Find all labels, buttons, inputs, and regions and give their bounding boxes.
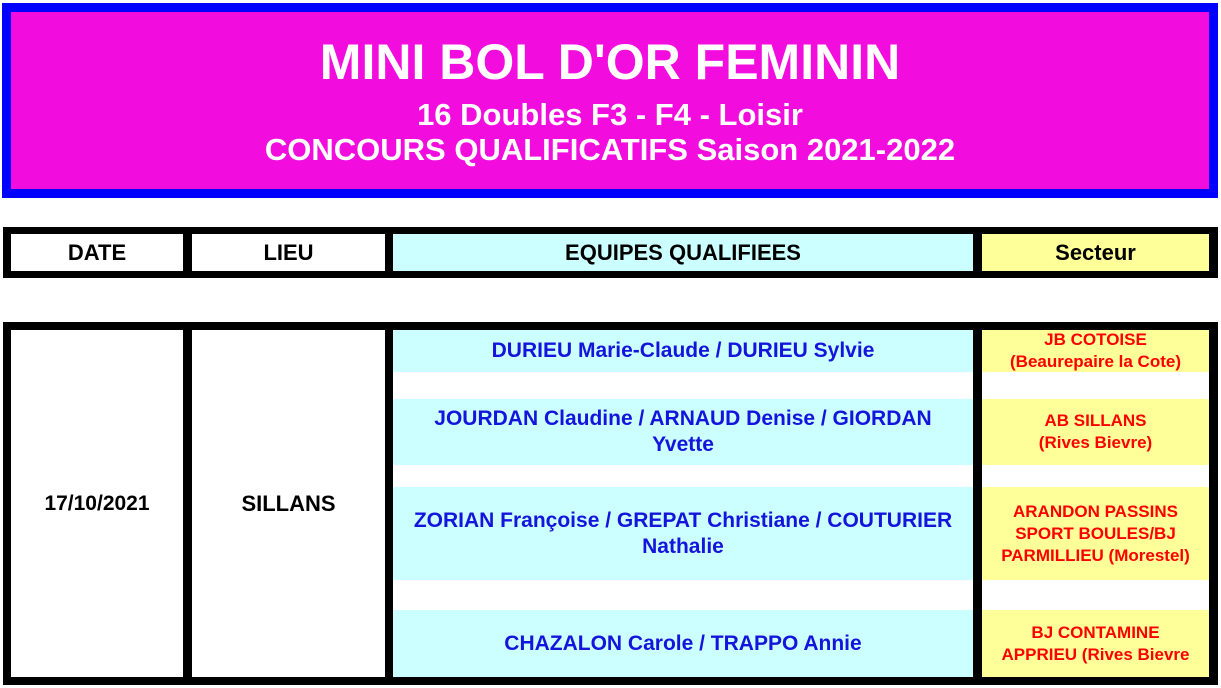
- secteur-row-2: [982, 399, 1209, 465]
- secteur-line: JB COTOISE: [1044, 330, 1147, 349]
- team-line: Yvette: [652, 433, 714, 456]
- secteur-line: (Beaurepaire la Cote): [1010, 352, 1181, 371]
- competition-subtitle: 16 Doubles F3 - F4 - Loisir: [417, 97, 803, 132]
- row-gap: [393, 580, 973, 610]
- lieu-cell: SILLANS: [192, 330, 385, 677]
- team-line: ZORIAN Françoise / GREPAT Christiane / COUTURIER: [413, 508, 953, 532]
- title-banner: [2, 3, 1218, 198]
- secteur-row-1: [982, 330, 1209, 372]
- header-equipes-qualifiees: EQUIPES QUALIFIEES: [393, 234, 973, 271]
- row-gap: [982, 580, 1209, 610]
- row-gap: [393, 465, 973, 487]
- team-line: Nathalie: [642, 534, 724, 558]
- secteur-line: APPRIEU (Rives Bievre: [1001, 644, 1190, 664]
- secteur-line: AB SILLANS: [1044, 411, 1147, 430]
- secteur-row-4: [982, 610, 1209, 677]
- row-gap: [982, 372, 1209, 399]
- header-date: DATE: [11, 234, 183, 271]
- team-row-3: [393, 487, 973, 580]
- qualification-table: [3, 322, 1218, 685]
- team-row-2: [393, 399, 973, 465]
- secteur-column: [982, 330, 1209, 677]
- table-header-row: [3, 227, 1218, 278]
- row-gap: [982, 465, 1209, 487]
- team-line: JOURDAN Claudine / ARNAUD Denise / GIORDAN: [434, 407, 932, 430]
- header-secteur: Secteur: [982, 234, 1209, 271]
- team-row-4: [393, 610, 973, 677]
- secteur-line: (Rives Bievre): [1038, 433, 1153, 452]
- secteur-line: SPORT BOULES/BJ: [1015, 523, 1176, 543]
- date-cell: 17/10/2021: [11, 330, 183, 677]
- secteur-line: BJ CONTAMINE: [1031, 622, 1160, 642]
- equipes-column: [393, 330, 973, 677]
- team-row-1: [393, 330, 973, 372]
- secteur-line: ARANDON PASSINS: [1013, 501, 1178, 521]
- competition-title: MINI BOL D'OR FEMININ: [319, 34, 901, 90]
- header-lieu: LIEU: [192, 234, 385, 271]
- row-gap: [393, 372, 973, 399]
- secteur-line: PARMILLIEU (Morestel): [1001, 545, 1190, 565]
- competition-season: CONCOURS QUALIFICATIFS Saison 2021-2022: [264, 132, 956, 167]
- team-line: CHAZALON Carole / TRAPPO Annie: [504, 631, 862, 655]
- secteur-row-3: [982, 487, 1209, 580]
- team-line: DURIEU Marie-Claude / DURIEU Sylvie: [491, 339, 875, 362]
